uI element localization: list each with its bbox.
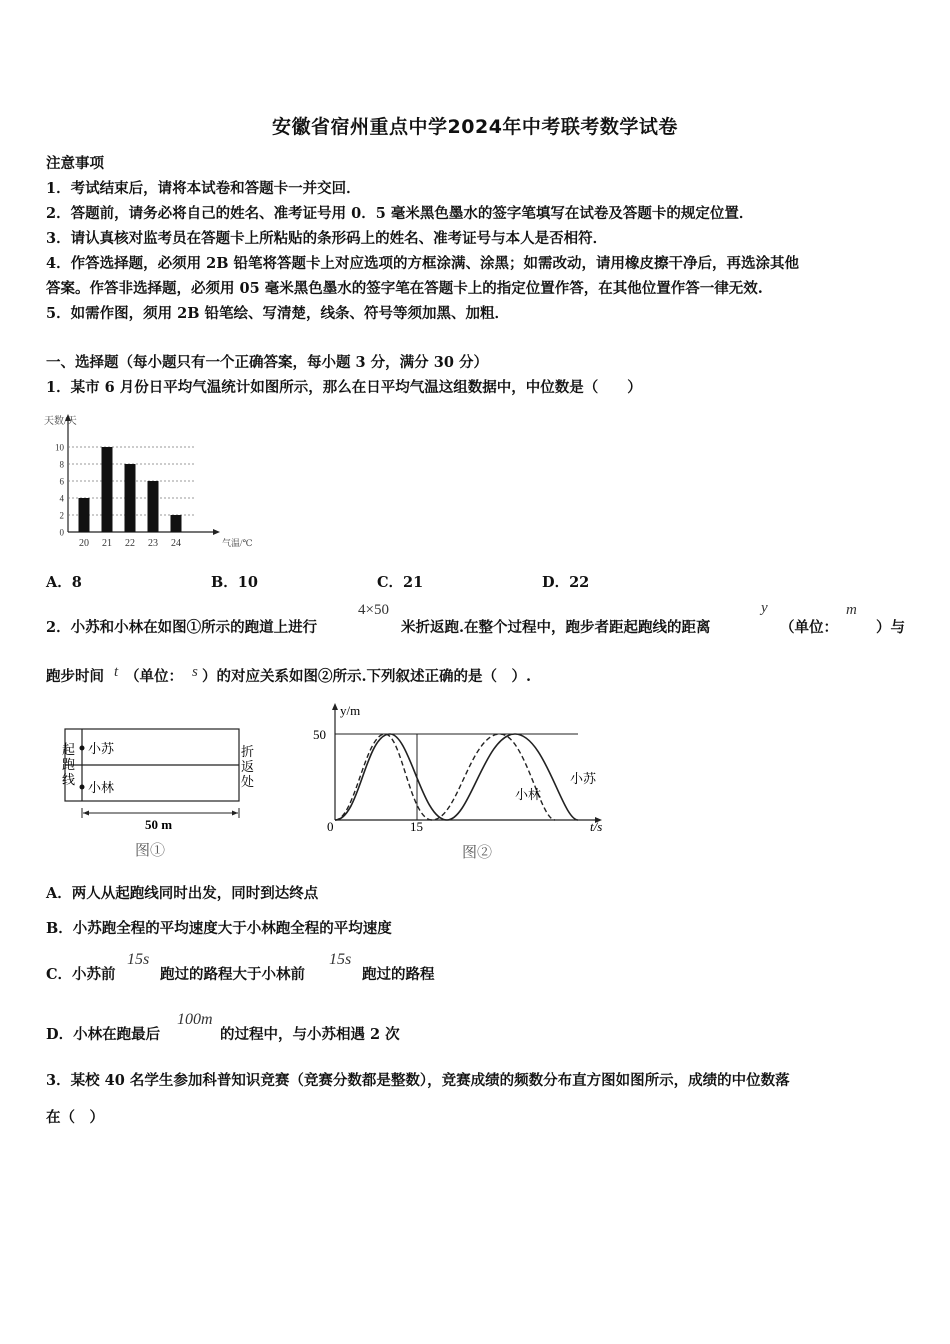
runner-su-dot: [80, 746, 85, 751]
runner-su-label: 小苏: [88, 741, 115, 756]
y-tick-label: 4: [59, 493, 64, 504]
y-axis-arrow: [332, 703, 338, 710]
q1-option-c: C．21: [377, 574, 424, 591]
arrow-left: [83, 811, 89, 816]
q2-option-b: B．小苏跑全程的平均速度大于小林跑全程的平均速度: [46, 920, 392, 937]
q1-option-a: A．8: [46, 574, 82, 591]
q1-option-b: B．10: [211, 574, 258, 591]
math-s: s: [192, 664, 198, 680]
q2-option-d: D．小林在跑最后: [46, 1026, 161, 1043]
y-axis-label: 天数/天: [44, 416, 77, 427]
math-15s-a: 15s: [127, 951, 150, 968]
xiaosu-label: 小苏: [570, 771, 597, 786]
bar: [102, 447, 113, 532]
x-axis-label: 气温/℃: [222, 538, 253, 548]
temperature-bar-chart: [44, 410, 254, 550]
q2-option-a: A．两人从起跑线同时出发，同时到达终点: [46, 885, 319, 902]
figure-2-caption: 图②: [462, 845, 493, 861]
y-axis-label: y/m: [340, 703, 361, 718]
y-tick-label: 10: [55, 442, 64, 453]
math-m: m: [846, 602, 857, 618]
question-2-stem-line2-b: （单位：: [125, 668, 183, 685]
note-item: 4．作答选择题，必须用 2B 铅笔将答题卡上对应选项的方框涂满、涂黑；如需改动，请用橡皮擦干净后，再选涂其他: [46, 255, 800, 272]
turn-label-2: 返: [241, 759, 255, 774]
note-item: 3．请认真核对监考员在答题卡上所粘贴的条形码上的姓名、准考证号与本人是否相符．: [46, 230, 608, 247]
y-tick-label: 2: [59, 510, 64, 521]
y-tick-label: 6: [59, 476, 64, 487]
q2-option-c-mid: 跑过的路程大于小林前: [160, 966, 305, 983]
start-label-3: 线: [62, 772, 76, 787]
xiaolin-label: 小林: [515, 787, 542, 802]
math-t: t: [114, 664, 119, 680]
math-4x50: 4×50: [358, 602, 389, 618]
question-2-stem-line2: 跑步时间: [46, 668, 104, 685]
note-item: 2．答题前，请务必将自己的姓名、准考证号用 0．5 毫米黑色墨水的签字笔填写在试卷及答题卡的规定位置．: [46, 205, 754, 222]
x-tick-label: 22: [125, 538, 135, 549]
question-2-stem-part1: 2．小苏和小林在如图①所示的跑道上进行: [46, 619, 318, 636]
figure-1-caption: 图①: [135, 843, 166, 859]
section-heading: 一、选择题（每小题只有一个正确答案，每小题 3 分，满分 30 分）: [46, 354, 488, 371]
x-tick-label: 20: [79, 538, 89, 549]
distance-time-graph: [310, 700, 610, 865]
y-tick-label: 8: [59, 459, 64, 470]
y-value-50: 50: [313, 727, 326, 742]
origin-label: 0: [327, 819, 334, 834]
math-y: y: [761, 600, 768, 616]
x-value-15: 15: [410, 819, 423, 834]
x-tick-label: 21: [102, 538, 112, 549]
math-15s-b: 15s: [329, 951, 352, 968]
question-1-stem: 1．某市 6 月份日平均气温统计如图所示，那么在日平均气温这组数据中，中位数是（ ）: [46, 379, 642, 396]
turn-label-3: 处: [241, 774, 255, 789]
bar: [79, 498, 90, 532]
arrow-right: [232, 811, 238, 816]
question-2-stem-line2-c: ）的对应关系如图②所示.下列叙述正确的是（ ）.: [202, 668, 532, 685]
bar: [125, 464, 136, 532]
question-3-stem-line2: 在（ ）: [46, 1109, 104, 1126]
track-figure: [55, 712, 270, 862]
notes-heading: 注意事项: [46, 155, 104, 172]
x-axis-arrow: [213, 529, 220, 535]
question-2-stem-part3: （单位：: [780, 619, 838, 636]
start-label-1: 起: [62, 742, 76, 757]
x-axis-label: t/s: [590, 819, 603, 834]
bar: [171, 515, 182, 532]
length-label: 50 m: [145, 817, 173, 832]
question-3-stem: 3．某校 40 名学生参加科普知识竞赛（竞赛分数都是整数），竞赛成绩的频数分布直方图如图所示，成绩的中位数落: [46, 1072, 790, 1089]
q2-option-c: C．小苏前: [46, 966, 116, 983]
q2-option-c-end: 跑过的路程: [362, 966, 435, 983]
question-2-stem-part4: ）与: [876, 619, 905, 636]
q2-option-d-end: 的过程中，与小苏相遇 2 次: [220, 1026, 400, 1043]
x-tick-label: 23: [148, 538, 158, 549]
bar: [148, 481, 159, 532]
note-item: 答案。作答非选择题，必须用 05 毫米黑色墨水的签字笔在答题卡上的指定位置作答，在其他位置作答一律无效.: [46, 280, 763, 297]
y-tick-label: 0: [59, 527, 64, 538]
note-item: 5．如需作图，须用 2B 铅笔绘、写清楚，线条、符号等须加黑、加粗．: [46, 305, 510, 322]
q1-option-d: D．22: [542, 574, 590, 591]
turn-label-1: 折: [241, 744, 255, 759]
start-label-2: 跑: [62, 757, 76, 772]
runner-lin-dot: [80, 785, 85, 790]
page-title: 安徽省宿州重点中学2024年中考联考数学试卷: [272, 116, 678, 138]
runner-lin-label: 小林: [88, 780, 115, 795]
question-2-stem-part2: 米折返跑.在整个过程中，跑步者距起跑线的距离: [401, 619, 711, 636]
x-tick-label: 24: [171, 538, 181, 549]
xiaolin-curve: [335, 734, 555, 820]
math-100m: 100m: [177, 1011, 213, 1028]
note-item: 1．考试结束后，请将本试卷和答题卡一并交回．: [46, 180, 361, 197]
